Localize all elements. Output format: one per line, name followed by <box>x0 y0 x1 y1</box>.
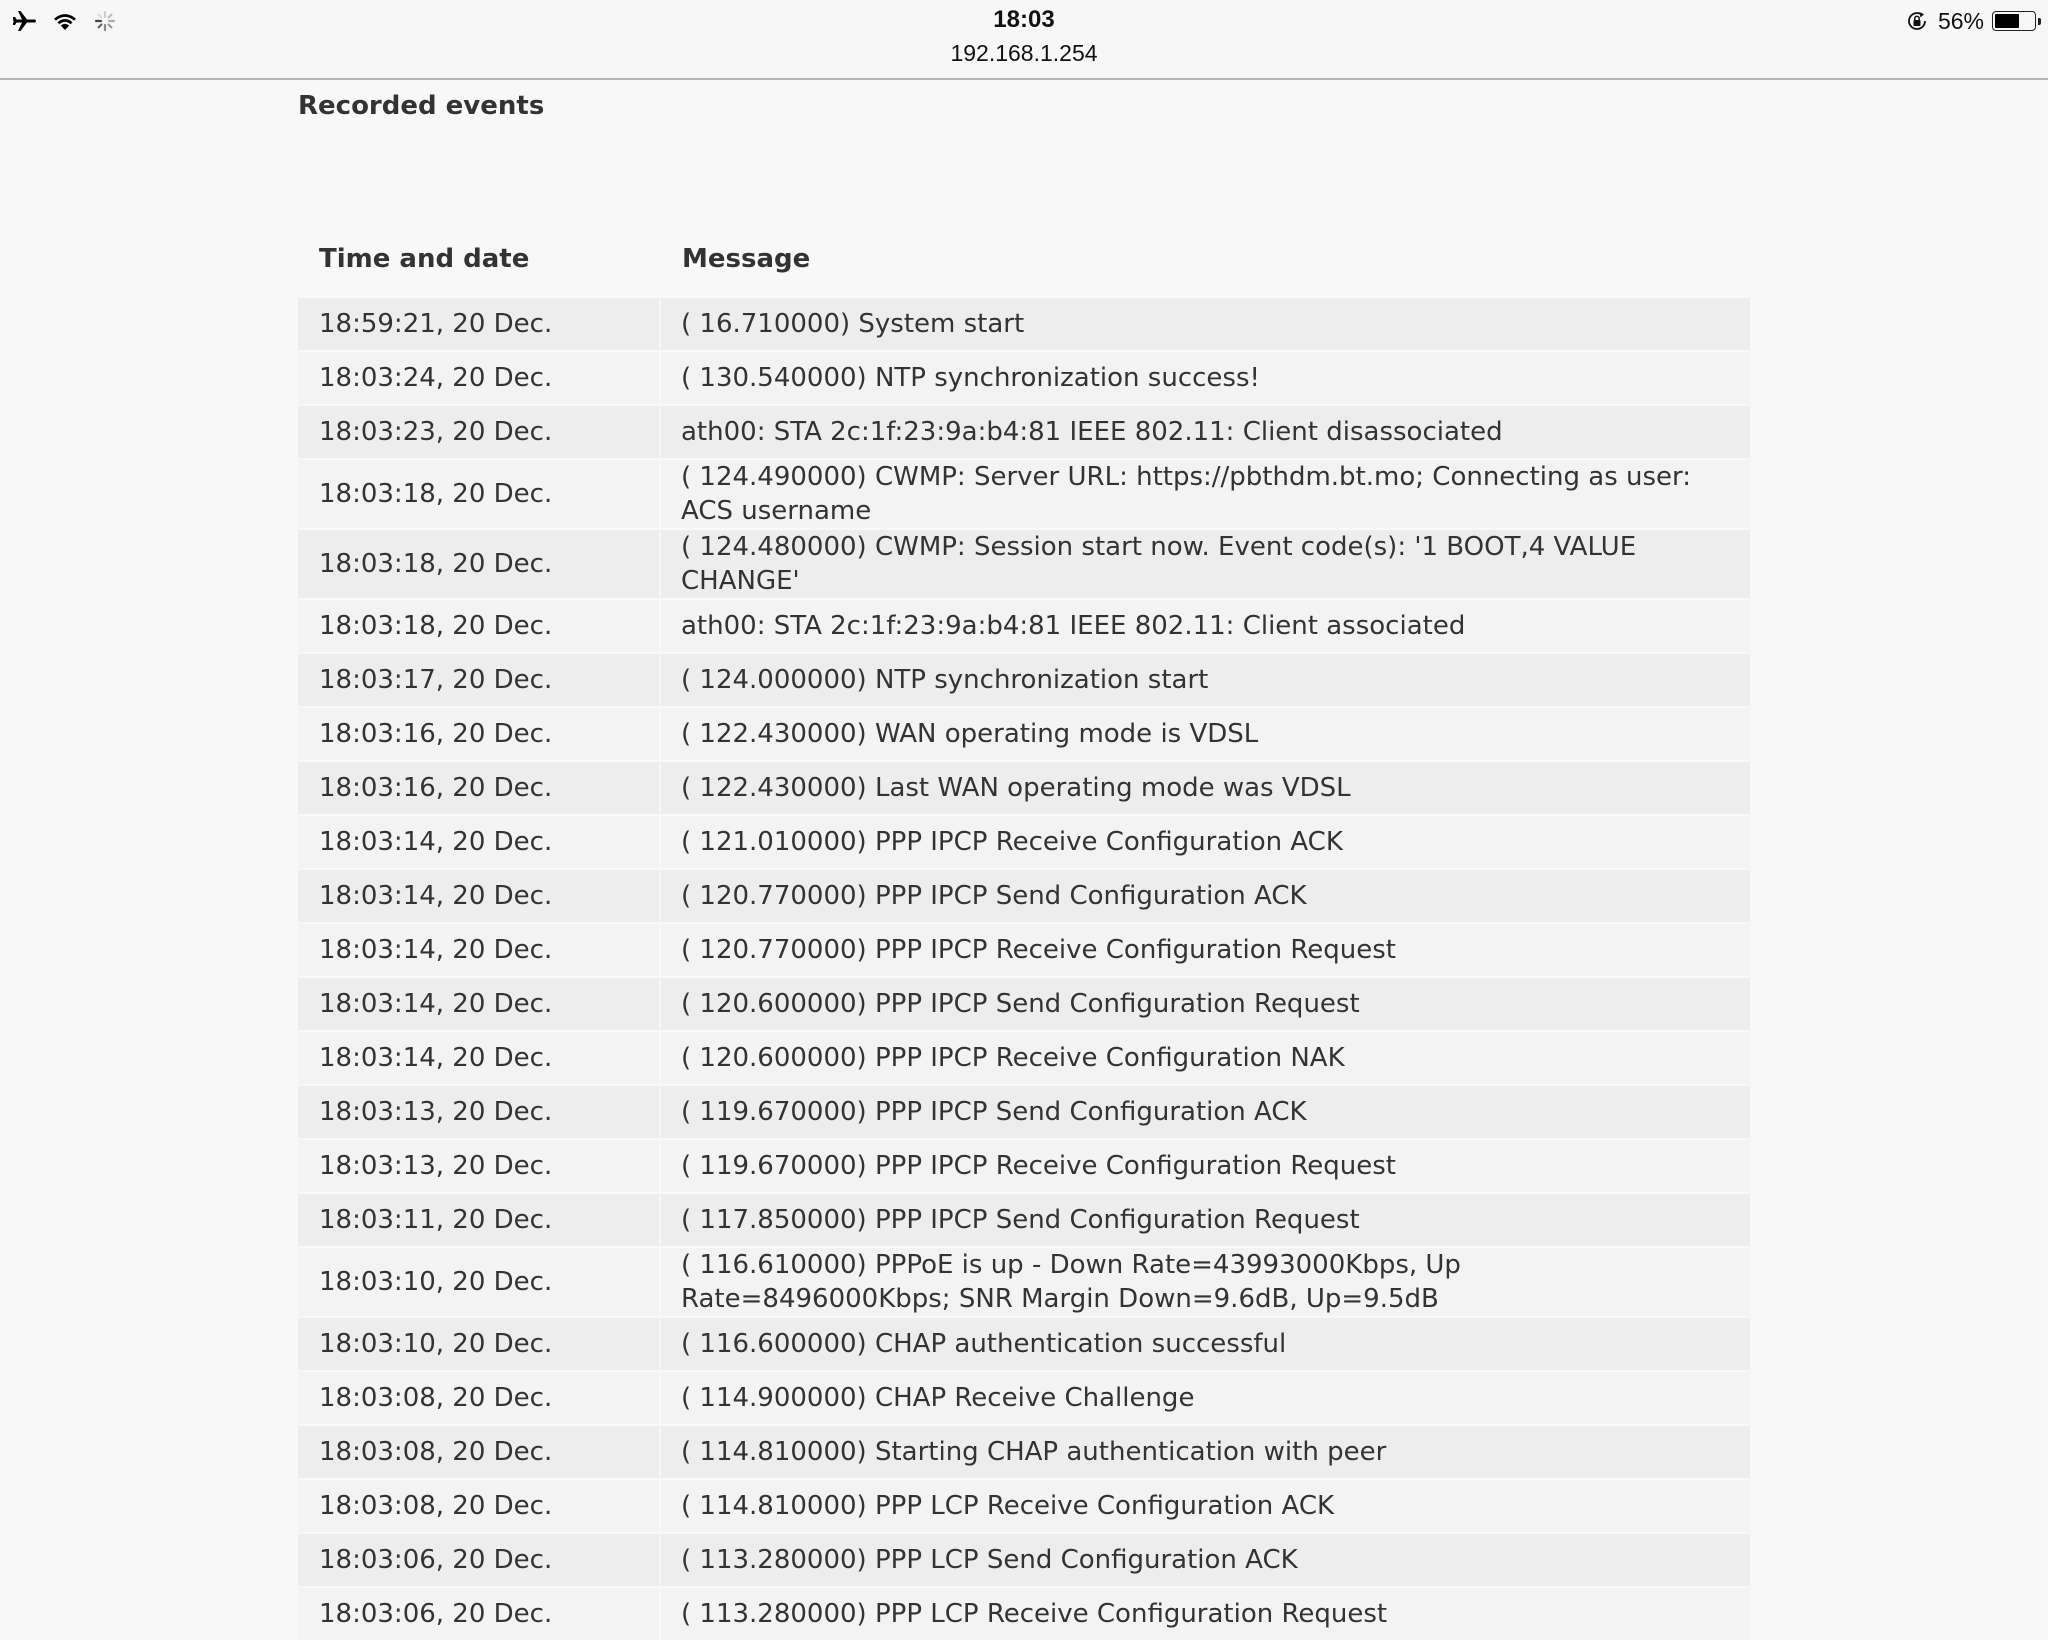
cell-time: 18:03:14, 20 Dec. <box>298 870 661 922</box>
cell-message: ( 116.610000) PPPoE is up - Down Rate=43993000Kbps, Up Rate=8496000Kbps; SNR Margin Down=9.6dB, Up=9.5dB <box>681 1250 1461 1314</box>
table-row <box>298 406 1750 458</box>
cell-time: 18:03:08, 20 Dec. <box>298 1426 661 1478</box>
battery-percentage: 56% <box>1937 7 1984 34</box>
table-row <box>298 1032 1750 1084</box>
cell-message: ( 114.810000) PPP LCP Receive Configuration ACK <box>681 1491 1335 1521</box>
cell-time: 18:03:24, 20 Dec. <box>298 352 661 404</box>
cell-message: ( 120.600000) PPP IPCP Send Configuration Request <box>681 989 1360 1019</box>
cell-time: 18:03:13, 20 Dec. <box>298 1086 661 1138</box>
table-row <box>298 298 1750 350</box>
cell-message: ( 119.670000) PPP IPCP Send Configuration ACK <box>681 1097 1307 1127</box>
cell-message: ( 124.000000) NTP synchronization start <box>681 665 1209 695</box>
table-row <box>298 460 1750 528</box>
table-row <box>298 1480 1750 1532</box>
table-row <box>298 1426 1750 1478</box>
table-row <box>298 1194 1750 1246</box>
cell-time: 18:59:21, 20 Dec. <box>298 298 661 350</box>
cell-message: ( 117.850000) PPP IPCP Send Configuration Request <box>681 1205 1360 1235</box>
battery-fill <box>1995 14 2019 28</box>
cell-time: 18:03:14, 20 Dec. <box>298 816 661 868</box>
table-row <box>298 1588 1750 1640</box>
table-row <box>298 762 1750 814</box>
table-header <box>298 218 1750 298</box>
section-title: Recorded events <box>298 91 545 121</box>
cell-time: 18:03:14, 20 Dec. <box>298 924 661 976</box>
cell-message: ( 130.540000) NTP synchronization success! <box>681 363 1260 393</box>
battery-icon <box>1992 11 2036 31</box>
cell-time: 18:03:18, 20 Dec. <box>298 530 661 598</box>
table-row <box>298 1086 1750 1138</box>
table-row <box>298 1140 1750 1192</box>
cell-message: ( 121.010000) PPP IPCP Receive Configuration ACK <box>681 827 1343 857</box>
cell-message: ( 120.600000) PPP IPCP Receive Configuration NAK <box>681 1043 1345 1073</box>
cell-time: 18:03:14, 20 Dec. <box>298 978 661 1030</box>
cell-message: ( 116.600000) CHAP authentication successful <box>681 1329 1287 1359</box>
cell-message: ( 113.280000) PPP LCP Send Configuration ACK <box>681 1545 1298 1575</box>
column-header-time: Time and date <box>319 244 530 274</box>
cell-message: ( 120.770000) PPP IPCP Send Configuration ACK <box>681 881 1307 911</box>
status-bar-right <box>1904 8 2036 34</box>
cell-message: ( 120.770000) PPP IPCP Receive Configuration Request <box>681 935 1396 965</box>
table-row <box>298 1248 1750 1316</box>
cell-message: ( 114.900000) CHAP Receive Challenge <box>681 1383 1195 1413</box>
cell-time: 18:03:06, 20 Dec. <box>298 1588 661 1640</box>
cell-time: 18:03:08, 20 Dec. <box>298 1372 661 1424</box>
column-header-message: Message <box>682 244 811 274</box>
table-row <box>298 352 1750 404</box>
cell-time: 18:03:14, 20 Dec. <box>298 1032 661 1084</box>
table-row <box>298 1534 1750 1586</box>
cell-message: ath00: STA 2c:1f:23:9a:b4:81 IEEE 802.11: Client associated <box>681 611 1466 641</box>
table-body <box>298 298 1750 1640</box>
cell-time: 18:03:10, 20 Dec. <box>298 1248 661 1316</box>
cell-time: 18:03:08, 20 Dec. <box>298 1480 661 1532</box>
cell-message: ( 113.280000) PPP LCP Receive Configuration Request <box>681 1599 1388 1629</box>
table-row <box>298 924 1750 976</box>
battery-tip <box>2038 18 2041 25</box>
table-row <box>298 816 1750 868</box>
cell-time: 18:03:13, 20 Dec. <box>298 1140 661 1192</box>
cell-time: 18:03:17, 20 Dec. <box>298 654 661 706</box>
recorded-events-table <box>298 218 1750 1640</box>
table-row <box>298 708 1750 760</box>
ios-status-bar <box>0 0 2048 80</box>
cell-time: 18:03:18, 20 Dec. <box>298 600 661 652</box>
cell-message: ( 122.430000) Last WAN operating mode was VDSL <box>681 773 1351 803</box>
table-row <box>298 530 1750 598</box>
cell-message: ( 122.430000) WAN operating mode is VDSL <box>681 719 1259 749</box>
cell-message: ( 119.670000) PPP IPCP Receive Configuration Request <box>681 1151 1396 1181</box>
cell-time: 18:03:10, 20 Dec. <box>298 1318 661 1370</box>
cell-time: 18:03:23, 20 Dec. <box>298 406 661 458</box>
table-row <box>298 978 1750 1030</box>
rotation-lock-icon <box>1904 8 1930 34</box>
table-row <box>298 1372 1750 1424</box>
cell-time: 18:03:16, 20 Dec. <box>298 708 661 760</box>
cell-message: ( 124.490000) CWMP: Server URL: https://pbthdm.bt.mo; Connecting as user: ACS username <box>681 462 1692 526</box>
cell-message: ath00: STA 2c:1f:23:9a:b4:81 IEEE 802.11: Client disassociated <box>681 417 1503 447</box>
table-row <box>298 870 1750 922</box>
cell-message: ( 114.810000) Starting CHAP authentication with peer <box>681 1437 1387 1467</box>
address-bar-url[interactable]: 192.168.1.254 <box>950 40 1098 66</box>
cell-message: ( 16.710000) System start <box>681 309 1025 339</box>
cell-time: 18:03:16, 20 Dec. <box>298 762 661 814</box>
cell-message: ( 124.480000) CWMP: Session start now. Event code(s): '1 BOOT,4 VALUE CHANGE' <box>681 532 1637 596</box>
table-row <box>298 1318 1750 1370</box>
cell-time: 18:03:18, 20 Dec. <box>298 460 661 528</box>
table-row <box>298 600 1750 652</box>
cell-time: 18:03:06, 20 Dec. <box>298 1534 661 1586</box>
table-row <box>298 654 1750 706</box>
status-bar-time: 18:03 <box>993 6 1055 33</box>
cell-time: 18:03:11, 20 Dec. <box>298 1194 661 1246</box>
